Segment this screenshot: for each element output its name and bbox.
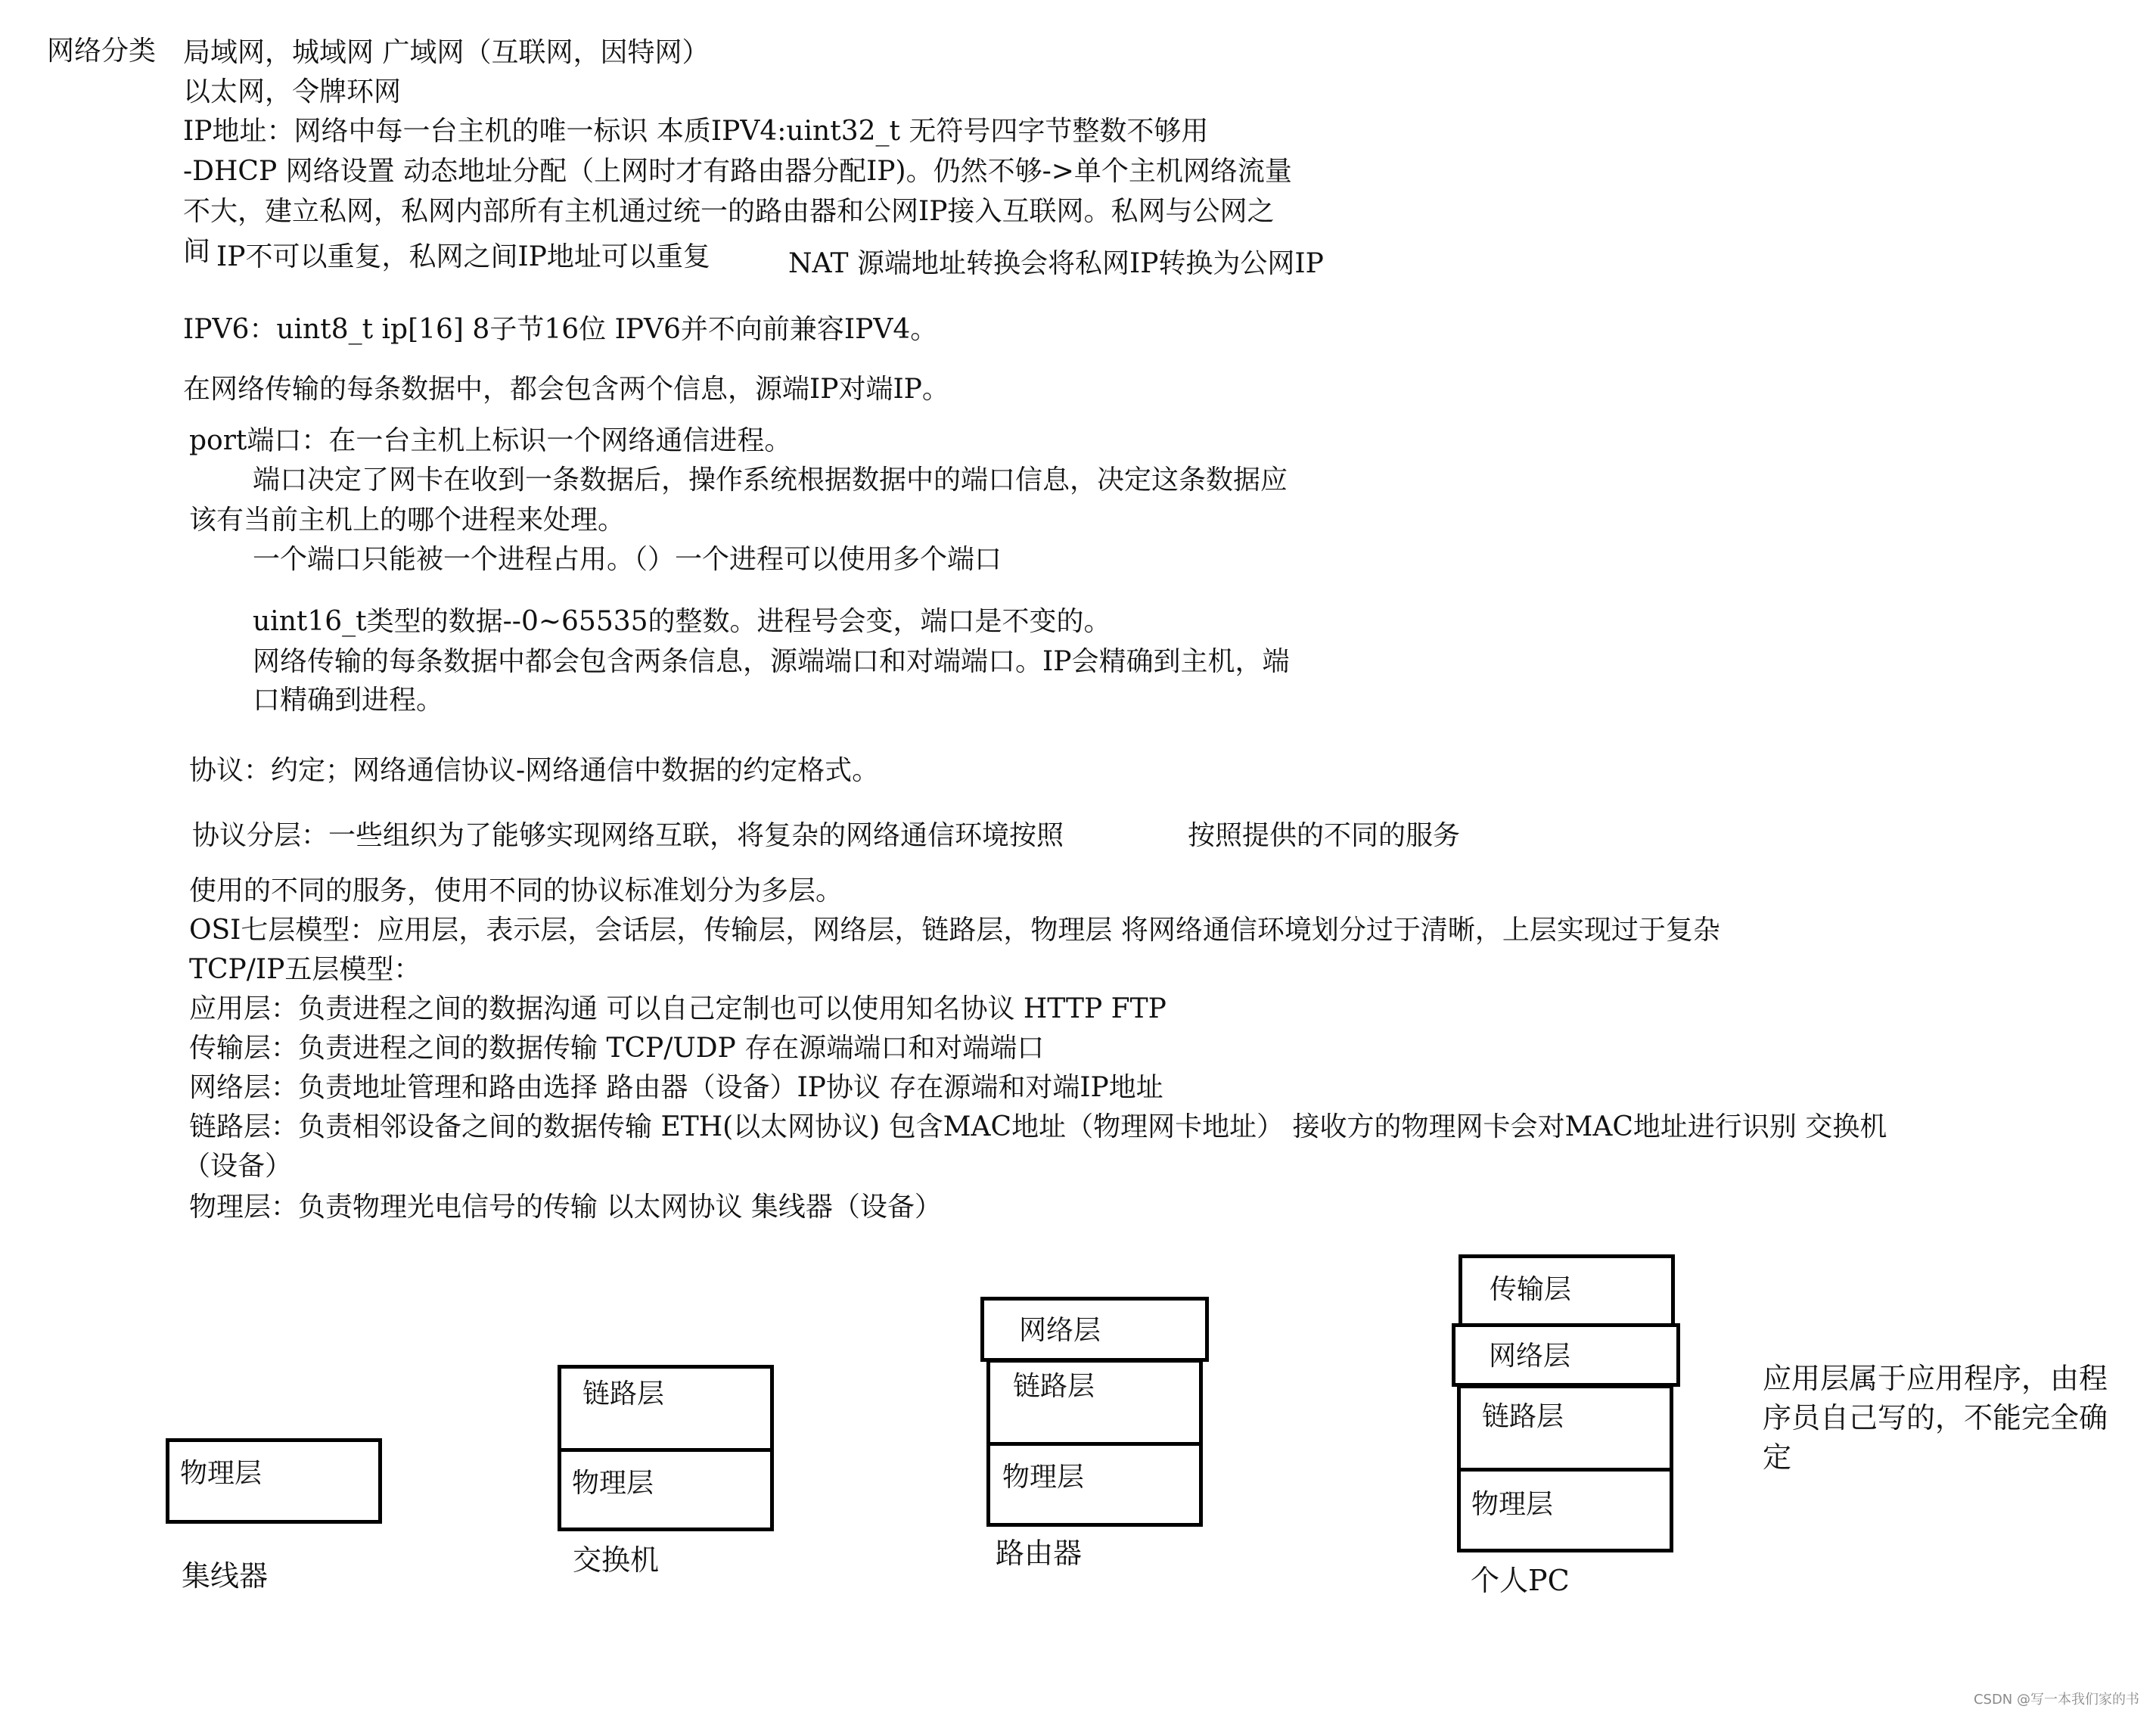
switch-link-layer-box: [558, 1365, 774, 1452]
layer-label: 传输层: [1490, 1274, 1572, 1305]
note-line: 不大，建立私网，私网内部所有主机通过统一的路由器和公网IP接入互联网。私网与公网之: [183, 196, 1275, 227]
layer-label: 网络层: [1019, 1315, 1101, 1346]
note-line: 网络层：负责地址管理和路由选择 路由器（设备）IP协议 存在源端和对端IP地址: [189, 1072, 1163, 1103]
note-line: NAT 源端地址转换会将私网IP转换为公网IP: [788, 248, 1324, 279]
note-line: 以太网，令牌环网: [183, 76, 402, 107]
note-line: 协议：约定；网络通信协议-网络通信中数据的约定格式。: [189, 755, 880, 786]
note-line: 端口决定了网卡在收到一条数据后，操作系统根据数据中的端口信息，决定这条数据应: [253, 465, 1288, 496]
note-line: 使用的不同的服务，使用不同的协议标准划分为多层。: [189, 875, 843, 906]
layer-label: 物理层: [572, 1468, 654, 1499]
section-title-network-types: 网络分类: [47, 36, 157, 67]
router-link-layer-box: [986, 1359, 1203, 1446]
layer-label: 物理层: [1471, 1489, 1554, 1520]
watermark: CSDN @写一本我们家的书: [1973, 1692, 2139, 1708]
layer-label: 物理层: [180, 1458, 263, 1489]
switch-label: 交换机: [573, 1543, 660, 1577]
note-line: 局域网，城域网 广域网（互联网，因特网）: [183, 37, 710, 68]
note-line: 应用层：负责进程之间的数据沟通 可以自己定制也可以使用知名协议 HTTP FTP: [189, 993, 1167, 1024]
note-line: IP不可以重复，私网之间IP地址可以重复: [216, 241, 710, 272]
note-line: port端口：在一台主机上标识一个网络通信进程。: [189, 425, 792, 456]
router-network-layer-box: [980, 1297, 1209, 1362]
router-label: 路由器: [996, 1537, 1083, 1570]
note-line: 一个端口只能被一个进程占用。（）一个进程可以使用多个端口: [253, 544, 1002, 575]
note-line: （设备）: [183, 1151, 293, 1182]
note-line: uint16_t类型的数据--0~65535的整数。进程号会变，端口是不变的。: [253, 606, 1111, 637]
app-layer-note-line: 应用层属于应用程序，由程: [1763, 1362, 2108, 1395]
note-line: OSI七层模型：应用层，表示层，会话层，传输层，网络层，链路层，物理层 将网络通信环境划分过于清晰，上层实现过于复杂: [189, 915, 1720, 946]
router-physical-layer-box: [986, 1442, 1203, 1527]
hub-label: 集线器: [182, 1559, 269, 1593]
app-layer-note-line: 定: [1763, 1441, 1792, 1474]
note-line: IPV6：uint8_t ip[16] 8子节16位 IPV6并不向前兼容IPV4。: [183, 314, 938, 345]
note-line: 在网络传输的每条数据中，都会包含两个信息，源端IP对端IP。: [183, 374, 949, 405]
note-line: 口精确到进程。: [253, 685, 444, 716]
switch-physical-layer-box: [558, 1448, 774, 1531]
pc-physical-layer-box: [1457, 1468, 1673, 1552]
note-line: TCP/IP五层模型：: [189, 954, 421, 985]
note-line: 传输层：负责进程之间的数据传输 TCP/UDP 存在源端端口和对端端口: [189, 1033, 1045, 1064]
layer-label: 网络层: [1489, 1341, 1571, 1372]
note-line: 物理层：负责物理光电信号的传输 以太网协议 集线器（设备）: [189, 1192, 942, 1223]
pc-label: 个人PC: [1471, 1564, 1570, 1597]
note-line: 链路层：负责相邻设备之间的数据传输 ETH(以太网协议) 包含MAC地址（物理网卡地址） 接收方的物理网卡会对MAC地址进行识别 交换机: [189, 1111, 1887, 1142]
pc-link-layer-box: [1457, 1385, 1673, 1472]
pc-network-layer-box: [1452, 1323, 1680, 1387]
note-line: 网络传输的每条数据中都会包含两条信息，源端端口和对端端口。IP会精确到主机，端: [253, 646, 1290, 677]
note-line: 协议分层：一些组织为了能够实现网络互联，将复杂的网络通信环境按照: [192, 820, 1064, 851]
note-line: 按照提供的不同的服务: [1188, 820, 1461, 851]
note-line: 间: [183, 236, 211, 267]
layer-label: 物理层: [1002, 1462, 1085, 1493]
layer-label: 链路层: [1482, 1401, 1564, 1432]
note-line: IP地址：网络中每一台主机的唯一标识 本质IPV4:uint32_t 无符号四字节整数不够用: [183, 116, 1209, 147]
note-line: -DHCP 网络设置 动态地址分配（上网时才有路由器分配IP)。仍然不够->单个主机网络流量: [183, 156, 1292, 187]
note-line: 该有当前主机上的哪个进程来处理。: [189, 505, 626, 536]
layer-label: 链路层: [1013, 1371, 1095, 1402]
pc-transport-layer-box: [1459, 1254, 1675, 1327]
hub-physical-layer-box: [166, 1438, 382, 1524]
app-layer-note-line: 序员自己写的，不能完全确: [1763, 1401, 2108, 1434]
layer-label: 链路层: [582, 1378, 665, 1409]
